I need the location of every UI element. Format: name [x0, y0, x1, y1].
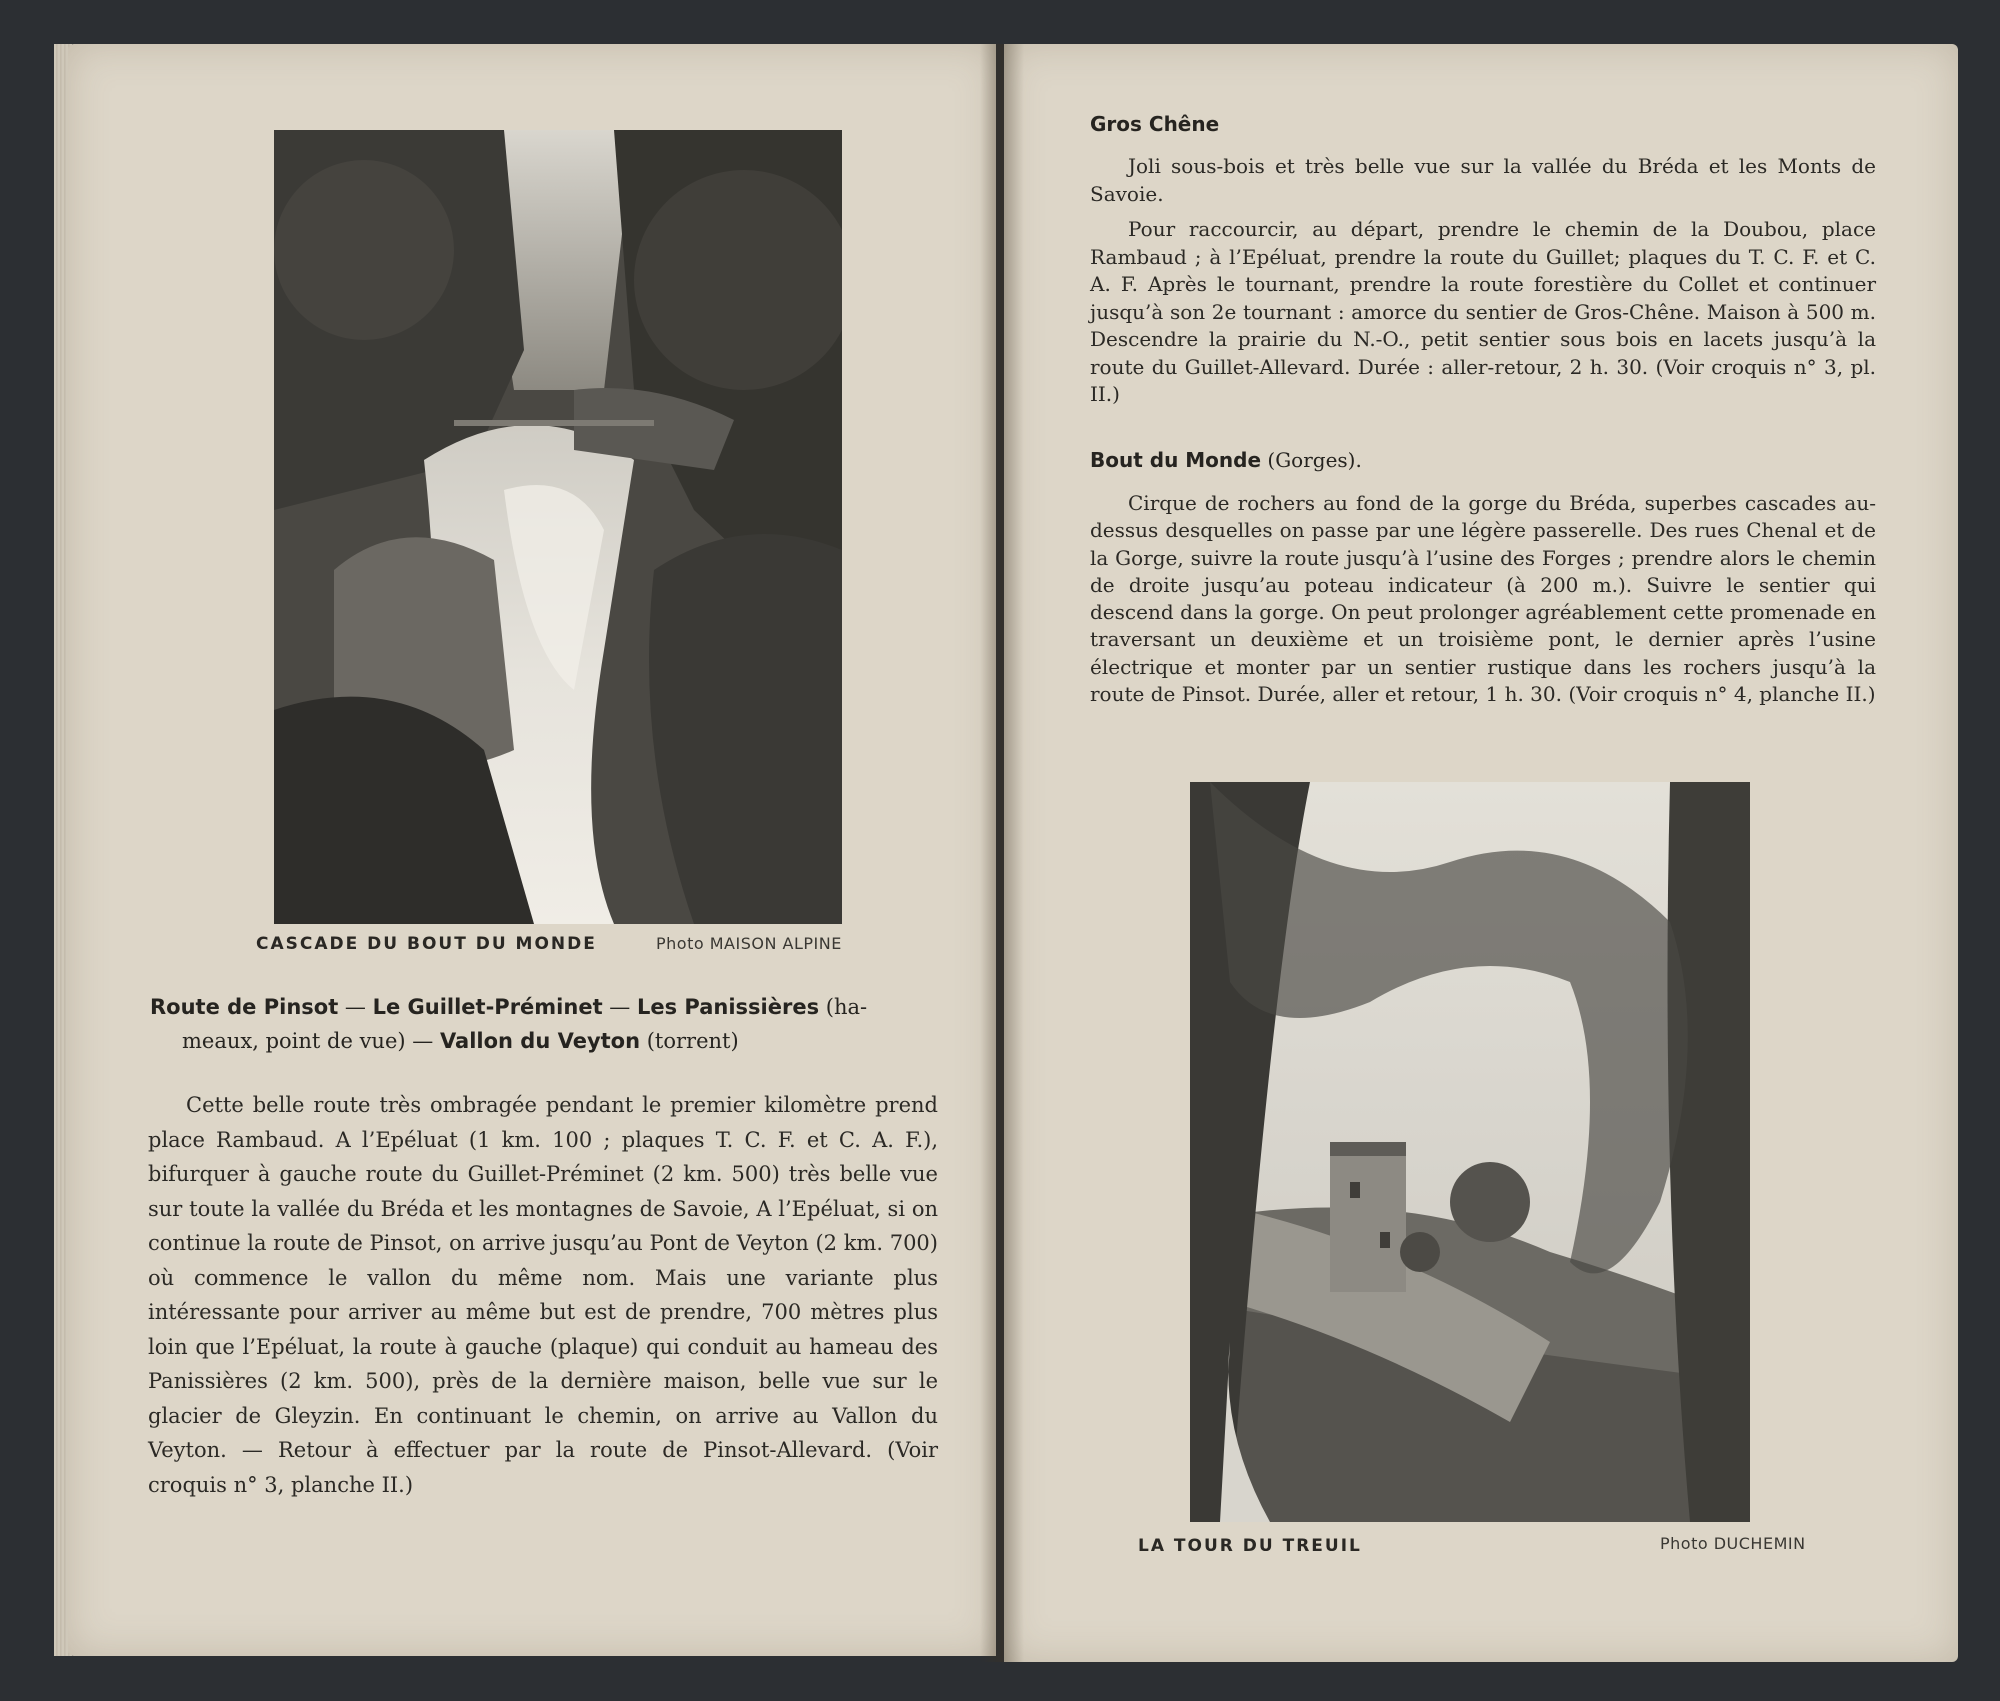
route-description: Cette belle route très ombragée pendant le premier kilomètre prend place Rambaud. A l’Epéluat (1 km. 100 ; plaques T. C. F. et C. A. F.), bifurquer à gauche route du Guillet-Préminet (2 km. 500) très belle vue sur toute la vallée du Bréda et les montagnes de Savoie, A l’Epéluat, si on continue la route de Pinsot, on arrive jusqu’au Pont de Veyton (2 km. 700) où commence le vallon du même nom. Mais une variante plus intéressante pour arriver au même but est de prendre, 700 mètres plus loin que l’Epéluat, la route à gauche (plaque) qui conduit au hameau des Panissières (2 km. 500), près de la dernière maison, belle vue sur le glacier de Gleyzin. En continuant le chemin, on arrive au Vallon du Veyton. — Retour à effectuer par la route de Pinsot-Allevard. (Voir croquis n° 3, planche II.)	[148, 1093, 938, 1497]
waterfall-caption: CASCADE DU BOUT DU MONDE	[256, 934, 597, 954]
route-heading-note-b: meaux, point de vue)	[182, 1029, 406, 1053]
bout-du-monde-note: (Gorges).	[1261, 448, 1362, 472]
route-heading-guillet: Le Guillet-Préminet	[372, 995, 603, 1019]
route-heading-sep-2: —	[602, 995, 637, 1019]
gros-chene-heading: Gros Chêne	[1090, 112, 1220, 136]
route-heading-note-a: (ha-	[819, 995, 868, 1019]
tower-caption: LA TOUR DU TREUIL	[1138, 1536, 1362, 1556]
route-heading-note-c: (torrent)	[640, 1029, 739, 1053]
bout-du-monde-heading	[1090, 448, 1362, 472]
route-heading	[150, 990, 945, 1058]
gros-chene-directions: Pour raccourcir, au départ, prendre le chemin de la Doubou, place Rambaud ; à l’Epéluat, prendre la route du Guillet; plaques du T. C. F. et C. A. F. Après le tournant, prendre la route forestière du Collet et continuer jusqu’à son 2e tournant : amorce du sentier de Gros-Chêne. Maison à 500 m. Descendre la prairie du N.-O., petit sentier sous bois en lacets jusqu’à la route du Guillet-Allevard. Durée : aller-retour, 2 h. 30. (Voir croquis n° 3, pl. II.)	[1090, 217, 1876, 406]
tower-photo-credit: Photo DUCHEMIN	[1660, 1534, 1806, 1553]
bout-du-monde-title: Bout du Monde	[1090, 448, 1262, 472]
gros-chene-intro: Joli sous-bois et très belle vue sur la vallée du Bréda et les Monts de Savoie.	[1090, 154, 1876, 206]
book-gutter	[980, 44, 1024, 1662]
route-heading-pinsot: Route de Pinsot	[150, 995, 339, 1019]
tower-photo	[1190, 782, 1750, 1522]
route-heading-sep-3: —	[405, 1029, 440, 1053]
route-heading-sep-1: —	[338, 995, 373, 1019]
route-heading-panissieres: Les Panissières	[636, 995, 820, 1019]
bout-du-monde-description: Cirque de rochers au fond de la gorge du Bréda, superbes cascades au-dessus desquelles on passe par une légère passerelle. Des rues Chenal et de la Gorge, suivre la route jusqu’à l’usine des Forges ; prendre alors le chemin de droite jusqu’au poteau indicateur (à 200 m.). Suivre le sentier qui descend dans la gorge. On peut prolonger agréablement cette promenade en traversant un deuxième et un troisième pont, le dernier après l’usine électrique et monter par un sentier rustique dans les rochers jusqu’à la route de Pinsot. Durée, aller et retour, 1 h. 30. (Voir croquis n° 4, planche II.)	[1090, 491, 1876, 707]
route-heading-veyton: Vallon du Veyton	[439, 1029, 641, 1053]
waterfall-photo	[274, 130, 842, 924]
waterfall-photo-credit: Photo MAISON ALPINE	[656, 934, 842, 953]
